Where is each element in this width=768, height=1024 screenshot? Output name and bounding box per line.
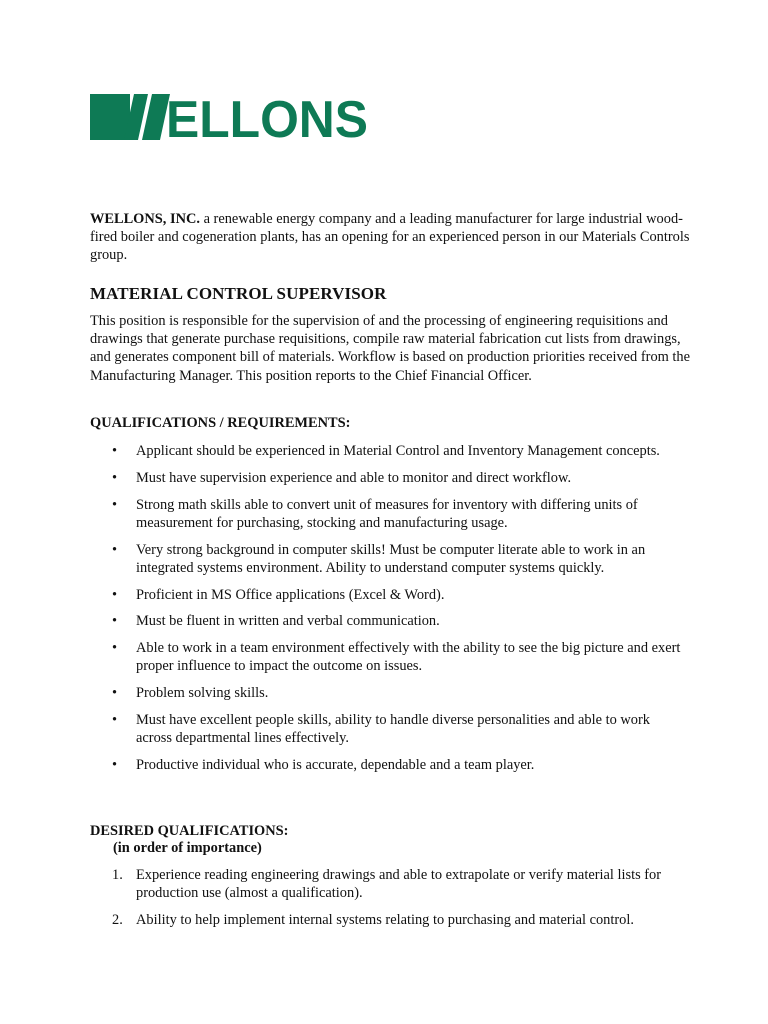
job-title: MATERIAL CONTROL SUPERVISOR <box>90 284 387 303</box>
qualifications-list <box>112 442 682 783</box>
list-item <box>112 541 682 577</box>
numbered-item <box>112 866 682 902</box>
wellons-logo <box>90 94 370 140</box>
desired-qualifications-heading: DESIRED QUALIFICATIONS: <box>90 823 289 839</box>
list-item-text: Very strong background in computer skills! Must be computer literate able to work in an integrated systems environment. Ability to understand computer systems quickly. <box>136 541 646 576</box>
list-item-text: Must have excellent people skills, ability to handle diverse personalities and able to work across departmental lines effectively. <box>136 711 650 747</box>
list-item <box>112 639 682 675</box>
list-item-text: Proficient in MS Office applications (Excel & Word). <box>136 586 445 603</box>
intro-paragraph <box>90 210 690 265</box>
bullet-icon: • <box>112 613 118 630</box>
list-item-text: Problem solving skills. <box>136 685 269 702</box>
desired-qualifications-subheading: (in order of importance) <box>113 840 262 856</box>
list-item <box>112 711 682 747</box>
list-item <box>112 469 682 487</box>
bullet-icon: • <box>112 541 118 558</box>
desired-qualifications-list <box>112 866 682 938</box>
list-item-text: Strong math skills able to convert unit of measures for inventory with differing units of measurement for purchasing, stocking and manufacturing usage. <box>136 496 638 531</box>
company-name: WELLONS, INC. <box>90 211 200 227</box>
list-item <box>112 442 682 460</box>
intro-text: a renewable energy company and a leading manufacturer for large industrial wood-fired boiler and cogeneration plants, has an opening for an experienced person in our Materials Controls group. <box>90 211 690 264</box>
list-item-text: Must be fluent in written and verbal communication. <box>136 613 440 630</box>
bullet-icon: • <box>112 443 118 459</box>
list-item-text: Must have supervision experience and able to monitor and direct workflow. <box>136 469 572 486</box>
list-item-text: Able to work in a team environment effectively with the ability to see the big picture and exert proper influence to impact the outcome on issues. <box>136 640 681 675</box>
item-number: 2. <box>112 912 123 928</box>
numbered-item <box>112 911 682 929</box>
qualifications-heading: QUALIFICATIONS / REQUIREMENTS: <box>90 415 351 431</box>
list-item <box>112 496 682 532</box>
list-item <box>112 612 682 630</box>
bullet-icon: • <box>112 640 118 657</box>
job-description: This position is responsible for the supervision of and the processing of engineering requisitions and drawings that generate purchase requisitions, compile raw material fabrication cut lists from drawings, and generates component bill of materials. Workflow is based on production priorities received from the Manufacturing Manager. This position reports to the Chief Financial Officer. <box>90 313 691 384</box>
list-item <box>112 586 682 604</box>
list-item-text: Productive individual who is accurate, dependable and a team player. <box>136 756 535 773</box>
list-item <box>112 684 682 702</box>
list-item <box>112 756 682 774</box>
list-item-text: Applicant should be experienced in Material Control and Inventory Management concepts. <box>136 443 660 459</box>
bullet-icon: • <box>112 711 118 728</box>
item-number: 1. <box>112 867 123 883</box>
bullet-icon: • <box>112 496 118 513</box>
bullet-icon: • <box>112 685 118 702</box>
bullet-icon: • <box>112 756 118 773</box>
bullet-icon: • <box>112 469 118 486</box>
svg-text:ELLONS: ELLONS <box>166 94 368 140</box>
numbered-item-text: Ability to help implement internal systems relating to purchasing and material control. <box>136 912 634 928</box>
bullet-icon: • <box>112 586 118 603</box>
numbered-item-text: Experience reading engineering drawings and able to extrapolate or verify material lists for production use (almost a qualification). <box>136 867 662 902</box>
